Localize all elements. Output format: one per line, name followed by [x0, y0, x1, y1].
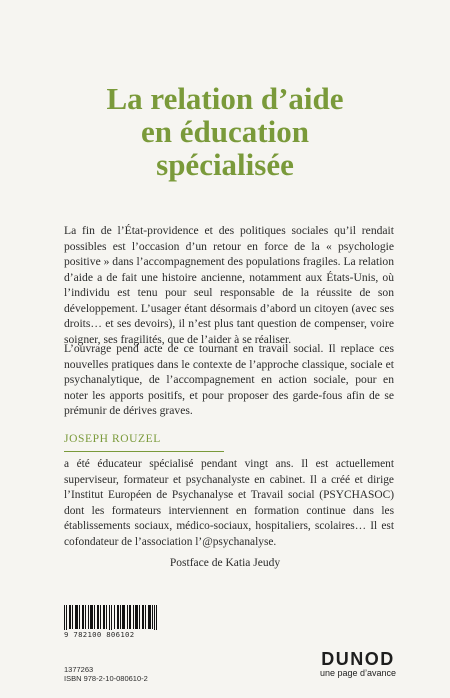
isbn-number: ISBN 978-2-10-080610-2	[64, 674, 148, 683]
publisher-logo	[316, 650, 400, 679]
title-line-1: La relation d’aide	[106, 81, 344, 116]
summary-paragraph-1: La fin de l’État-providence et des politiques sociales qu’il rendait possibles est l’occasion d’un retour en force de la « psychologie positive » dans l’accompagnement des populations fragiles. La relation d’aide a de fait une histoire ancienne, notamment aux États-Unis, où l’individu est tenu pour seul responsable de la réussite de son développement. L’usager étant désormais d’abord un citoyen (avec ses droits… et ses devoirs), il n’est plus tant question de compenser, voire soigner, ses fragilités, que de l’aider à se réaliser.	[64, 224, 395, 346]
book-title	[0, 82, 450, 181]
barcode-icon	[64, 605, 162, 651]
author-name: JOSEPH ROUZEL	[64, 433, 161, 445]
postface-credit: Postface de Katia Jeudy	[169, 557, 281, 569]
publisher-name: DUNOD	[321, 649, 395, 669]
product-codes	[64, 665, 148, 683]
author-bio: a été éducateur spécialisé pendant vingt ans. Il est actuellement superviseur, formateur et psychanalyste en cabinet. Il a créé et dirige l’Institut Européen de Psychanalyse et Travail social (PSYCHASOC) dont les formateurs interviennent en formation continue dans les établissements sociaux, médico-sociaux, hospitaliers, scolaires… Il est cofondateur de l’association l’@psychanalyse.	[64, 458, 394, 548]
title-line-3: spécialisée	[156, 147, 294, 182]
title-line-2: en éducation	[141, 114, 309, 149]
product-code: 1377263	[64, 665, 94, 674]
author-divider	[64, 451, 224, 452]
summary-paragraph-2: L’ouvrage pend acte de ce tournant en travail social. Il replace ces nouvelles pratiques dans le contexte de l’approche classique, sociale et psychanalytique, de l’accompagnement en action sociale, pour en noter les apports positifs, et pour proposer des garde-fous afin de se prémunir de dérives graves.	[64, 342, 394, 417]
publisher-tagline: une page d’avance	[319, 668, 397, 678]
barcode-digits: 9 782100 806102	[64, 630, 174, 639]
